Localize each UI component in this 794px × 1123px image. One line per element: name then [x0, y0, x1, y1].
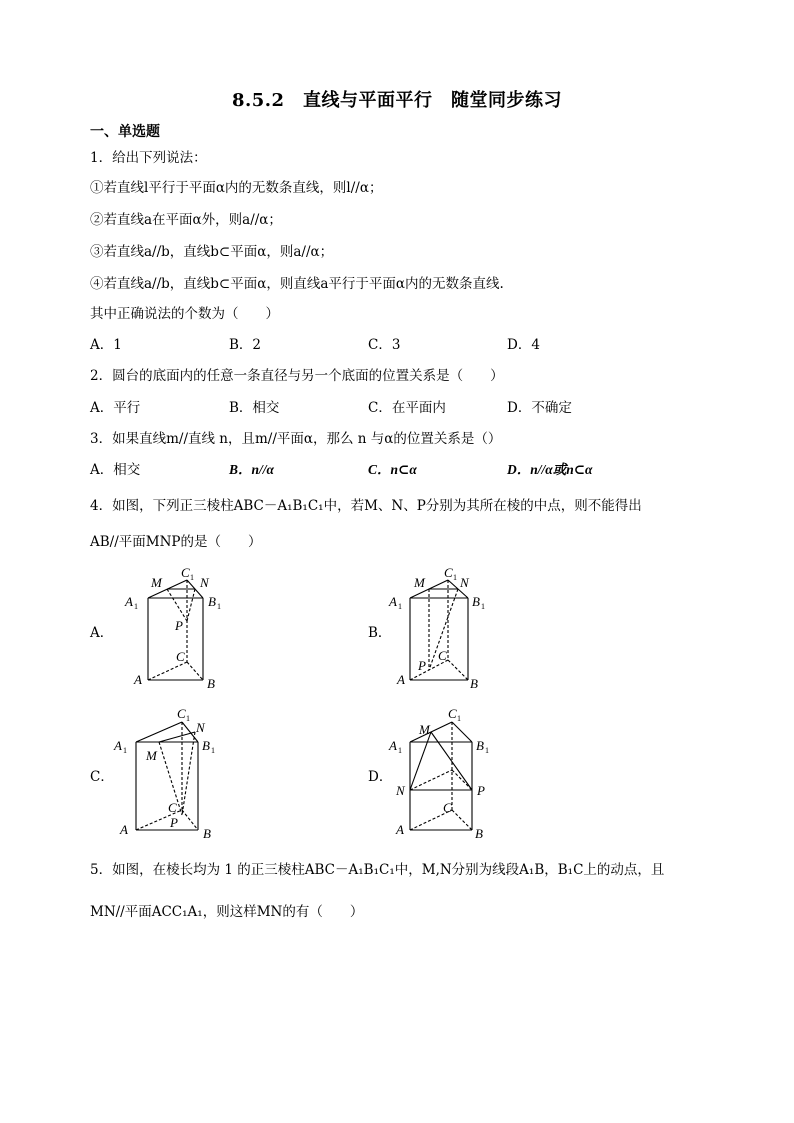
label-P: P: [175, 618, 183, 633]
svg-text:C: C: [448, 706, 457, 721]
svg-text:P: P: [477, 783, 485, 798]
svg-text:1: 1: [217, 602, 221, 611]
q2-option-a: A．平行: [90, 400, 141, 416]
svg-text:P: P: [418, 658, 426, 673]
svg-text:B: B: [203, 826, 211, 841]
q2-option-b: B．相交: [229, 400, 280, 416]
q3-option-c: C．n⊂α: [368, 462, 417, 477]
fig-c-label: C．: [90, 769, 114, 785]
svg-text:1: 1: [186, 714, 190, 723]
q3-option-d: D．n//α或n⊂α: [507, 462, 593, 477]
q1-statement-2: ②若直线a在平面α外，则a//α；: [90, 212, 282, 228]
q3-stem: 3．如果直线m//直线 n，且m//平面α，那么 n 与α的位置关系是（）: [90, 431, 502, 447]
svg-text:1: 1: [190, 573, 194, 582]
svg-text:C: C: [177, 706, 186, 721]
q1-statement-1: ①若直线l平行于平面α内的无数条直线，则l//α；: [90, 180, 383, 196]
page-title: 8.5.2 直线与平面平行 随堂同步练习: [231, 90, 563, 111]
svg-text:M: M: [414, 575, 425, 590]
label-N: N: [200, 575, 209, 590]
fig-b-label: B．: [368, 625, 392, 641]
q2-option-c: C．在平面内: [368, 400, 446, 416]
svg-text:1: 1: [481, 602, 485, 611]
label-A1: A: [125, 594, 133, 609]
svg-text:P: P: [170, 815, 178, 830]
svg-text:C: C: [443, 800, 452, 815]
svg-text:B: B: [472, 594, 480, 609]
q1-option-b: B．2: [229, 337, 262, 353]
svg-text:1: 1: [123, 746, 127, 755]
svg-text:C: C: [444, 565, 453, 580]
svg-text:B: B: [475, 826, 483, 841]
svg-text:M: M: [146, 748, 157, 763]
q1-question: 其中正确说法的个数为（ ）: [90, 306, 279, 322]
q2-option-d: D．不确定: [507, 400, 572, 416]
label-C1: C: [181, 565, 190, 580]
svg-text:N: N: [396, 783, 405, 798]
svg-text:N: N: [460, 575, 469, 590]
q5-stem-line1: 5．如图，在棱长均为 1 的正三棱柱ABC－A₁B₁C₁中，M,N分别为线段A₁B，B₁C上的动点，且: [90, 862, 665, 878]
svg-text:A: A: [389, 738, 397, 753]
svg-text:C: C: [438, 648, 447, 663]
label-A: A: [134, 672, 142, 687]
q1-option-c: C．3: [368, 337, 401, 353]
svg-text:1: 1: [134, 602, 138, 611]
svg-text:1: 1: [453, 573, 457, 582]
q1-option-a: A．1: [90, 337, 122, 353]
q4-stem-line1: 4．如图，下列正三棱柱ABC－A₁B₁C₁中，若M、N、P分别为其所在棱的中点，则不能得出: [90, 498, 642, 514]
fig-a-label: A．: [90, 625, 114, 641]
q1-option-d: D．4: [507, 337, 540, 353]
svg-text:A: A: [397, 672, 405, 687]
q5-stem-line2: MN//平面ACC₁A₁，则这样MN的有（ ）: [90, 904, 364, 920]
section-heading: 一、单选题: [90, 124, 160, 140]
svg-text:1: 1: [398, 746, 402, 755]
svg-text:B: B: [470, 676, 478, 691]
q1-statement-4: ④若直线a//b，直线b⊂平面α，则直线a平行于平面α内的无数条直线.: [90, 276, 504, 292]
q3-option-a: A．相交: [90, 462, 141, 478]
label-B: B: [207, 676, 215, 691]
svg-text:A: A: [120, 822, 128, 837]
q3-option-b: B．n//α: [229, 462, 274, 477]
svg-text:N: N: [196, 720, 205, 735]
svg-text:1: 1: [211, 746, 215, 755]
svg-text:M: M: [419, 722, 430, 737]
svg-text:C: C: [168, 800, 177, 815]
q1-stem: 1．给出下列说法：: [90, 150, 207, 166]
fig-d-label: D．: [368, 769, 393, 785]
svg-text:A: A: [396, 822, 404, 837]
svg-text:1: 1: [457, 714, 461, 723]
q2-stem: 2．圆台的底面内的任意一条直径与另一个底面的位置关系是（ ）: [90, 368, 504, 384]
label-M: M: [151, 575, 162, 590]
svg-text:B: B: [202, 738, 210, 753]
label-C: C: [176, 649, 185, 664]
svg-text:1: 1: [398, 602, 402, 611]
svg-text:A: A: [389, 594, 397, 609]
svg-text:A: A: [114, 738, 122, 753]
svg-text:B: B: [476, 738, 484, 753]
q4-stem-line2: AB//平面MNP的是（ ）: [90, 534, 262, 550]
q1-statement-3: ③若直线a//b，直线b⊂平面α，则a//α；: [90, 244, 334, 260]
label-B1: B: [208, 594, 216, 609]
svg-text:1: 1: [485, 746, 489, 755]
